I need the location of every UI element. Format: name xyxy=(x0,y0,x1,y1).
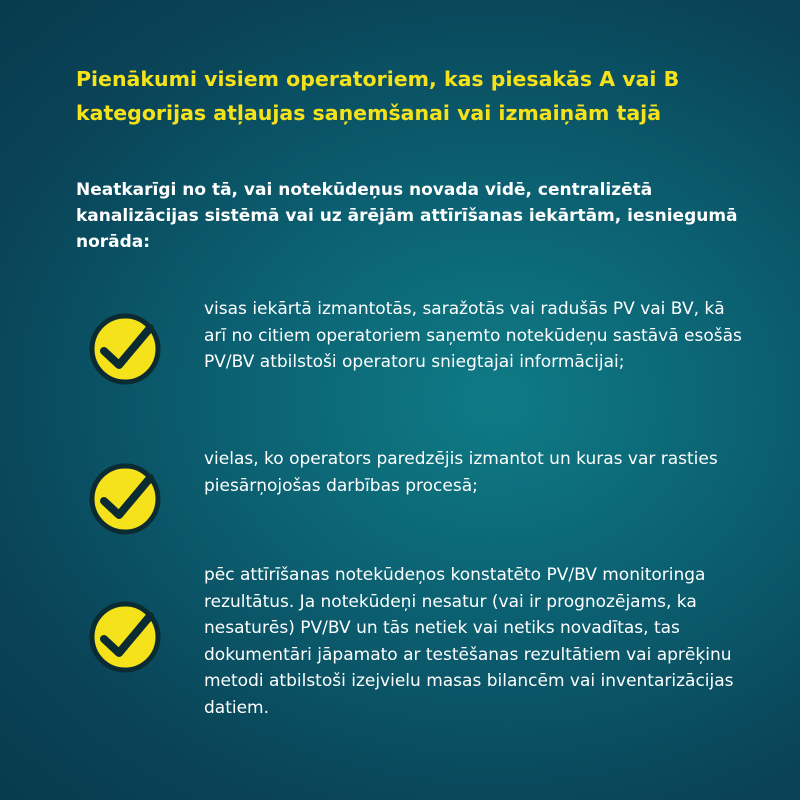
page-title: Pienākumi visiem operatoriem, kas piesakās A vai B kategorijas atļaujas saņemšanai vai izmaiņām tajā xyxy=(76,67,680,125)
item-text: pēc attīrīšanas notekūdeņos konstatēto PV/BV monitoringa rezultātus. Ja notekūdeņi nesatur (vai ir prognozējams, ka nesaturēs) PV/BV un tās netiek vai netiks novadītas, tas dokumentāri jāpamato ar testēšanas rezultātiem vai aprēķinu metodi atbilstoši izejvielu masas bilancēm vai inventarizācijas datiem. xyxy=(204,565,734,718)
item-text: vielas, ko operators paredzējis izmantot un kuras var rasties piesārņojošas darbības procesā; xyxy=(204,449,718,496)
item-text: visas iekārtā izmantotās, saražotās vai radušās PV vai BV, kā arī no citiem operatoriem saņemto notekūdeņu sastāvā esošās PV/BV atbilstoši operatoru sniegtajai informācijai; xyxy=(204,299,742,372)
intro-text: Neatkarīgi no tā, vai notekūdeņus novada vidē, centralizētā kanalizācijas sistēmā vai uz ārējām attīrīšanas iekārtām, iesniegumā norāda: xyxy=(76,180,738,252)
checkmark-icon xyxy=(86,598,164,676)
checkmark-icon xyxy=(86,310,164,388)
checkmark-icon xyxy=(86,460,164,538)
